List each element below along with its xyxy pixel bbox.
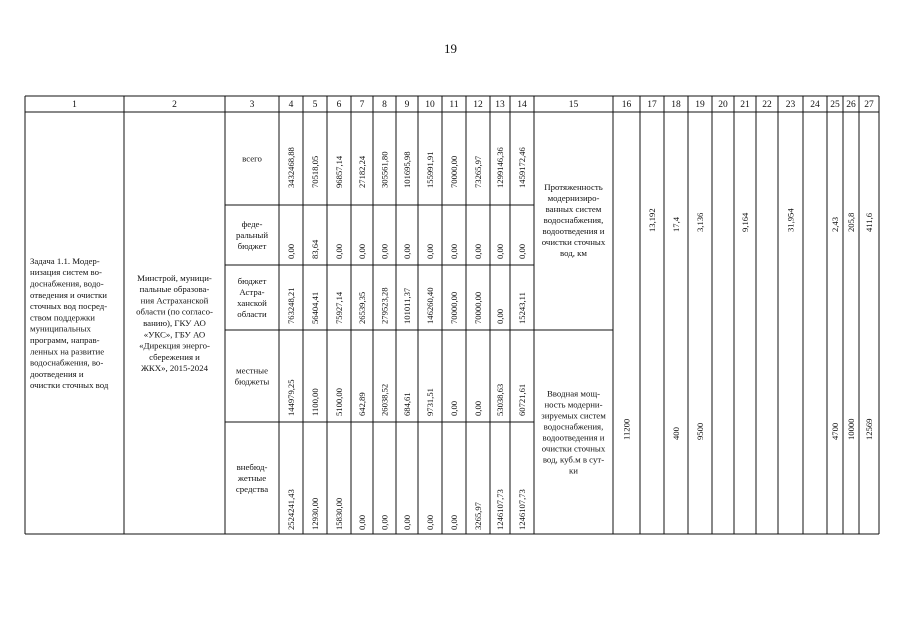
task-text: водоснабжения, во-	[30, 357, 104, 368]
indicator-label: модернизиро-	[547, 193, 600, 203]
funding-source: ральный	[235, 230, 269, 240]
budget-value: 0,00	[449, 400, 459, 416]
executor-text: сбережения и	[149, 351, 200, 362]
budget-value: 26539,35	[357, 291, 367, 324]
budget-value: 0,00	[449, 243, 459, 259]
funding-source: области	[237, 309, 267, 319]
budget-value: 144979,25	[286, 379, 296, 416]
page-number: 19	[444, 41, 457, 56]
budget-value: 83,64	[310, 239, 320, 259]
budget-value: 146260,40	[425, 287, 435, 324]
executor-text: ния Астраханской	[140, 295, 209, 306]
column-number: 17	[647, 100, 657, 110]
budget-value: 0,00	[357, 243, 367, 259]
column-number: 12	[473, 100, 483, 110]
budget-value: 73265,97	[473, 155, 483, 188]
funding-source: бюджеты	[234, 376, 270, 387]
budget-value: 279523,28	[379, 287, 390, 324]
funding-source: средства	[235, 484, 269, 494]
executor-text: «УКС», ГБУ АО	[143, 329, 206, 340]
funding-source: жетные	[237, 473, 267, 483]
task-text: муниципальных	[30, 323, 91, 334]
indicator-value: 11200	[621, 418, 632, 440]
budget-value: 60721,61	[517, 383, 527, 416]
column-number: 27	[864, 100, 874, 110]
indicator-label: Вводная мощ-	[546, 388, 601, 399]
executor-text: пальные образова-	[139, 284, 210, 295]
funding-source: феде-	[241, 219, 263, 229]
indicator-label: водоснабжения,	[543, 215, 604, 225]
budget-value: 75927,14	[334, 291, 344, 324]
budget-value: 0,00	[473, 400, 483, 416]
budget-value: 70000,00	[449, 155, 459, 188]
indicator-value: 2,43	[830, 216, 840, 232]
column-number: 5	[312, 100, 318, 110]
budget-value: 0,00	[334, 243, 344, 259]
budget-value: 1246107,73	[517, 489, 527, 530]
task-text: Задача 1.1. Модер-	[30, 255, 100, 266]
funding-source: внебюд-	[236, 462, 268, 472]
column-number: 25	[830, 100, 840, 110]
indicator-label: очистки сточных	[541, 443, 606, 454]
indicator-label: ки	[569, 465, 578, 476]
executor-text: ЖКХ», 2015-2024	[140, 363, 209, 374]
budget-value: 2524241,43	[286, 489, 296, 530]
budget-value: 0,00	[517, 243, 527, 259]
executor-text: области (по согласо-	[136, 306, 213, 317]
task-text: программ, направ-	[30, 334, 100, 345]
budget-value: 15830,00	[334, 497, 344, 530]
budget-value: 0,00	[379, 243, 390, 259]
budget-value: 1299146,36	[495, 147, 505, 188]
budget-value: 96857,14	[334, 155, 344, 188]
budget-value: 101011,37	[402, 287, 412, 324]
budget-value: 0,00	[425, 243, 435, 259]
column-number: 1	[72, 100, 77, 110]
column-number: 22	[762, 100, 772, 110]
budget-value: 155991,91	[425, 151, 435, 188]
column-number: 19	[695, 100, 705, 110]
budget-value: 0,00	[495, 243, 505, 259]
budget-value: 684,61	[402, 392, 412, 416]
task-text: доснабжения, водо-	[30, 278, 104, 289]
budget-value: 70518,05	[310, 155, 320, 188]
budget-value: 763248,21	[286, 287, 296, 324]
column-number: 15	[568, 100, 579, 110]
indicator-value: 3,136	[695, 212, 705, 232]
column-number: 14	[517, 100, 527, 110]
task-text: доотведения и	[30, 368, 84, 379]
budget-value: 101695,98	[402, 151, 412, 188]
budget-value: 3432468,88	[286, 147, 296, 188]
column-number: 13	[495, 100, 505, 110]
column-number: 11	[449, 100, 459, 110]
budget-value: 0,00	[357, 514, 367, 530]
funding-source: местные	[236, 365, 268, 376]
indicator-value: 411,6	[864, 212, 874, 232]
column-number: 20	[718, 100, 728, 110]
indicator-value: 9500	[695, 422, 705, 440]
indicator-label: Протяженность	[544, 182, 603, 192]
column-number: 3	[249, 100, 255, 110]
budget-value: 53038,63	[495, 383, 505, 416]
column-number: 6	[336, 100, 342, 110]
budget-value: 1100,00	[310, 388, 320, 416]
table-text	[30, 100, 874, 530]
budget-value: 15243,11	[517, 292, 527, 324]
budget-value: 70000,00	[473, 291, 483, 324]
executor-text: «Дирекция энерго-	[139, 340, 210, 351]
indicator-label: зируемых систем	[541, 410, 606, 421]
budget-value: 26038,52	[379, 383, 390, 416]
budget-value: 5100,00	[334, 388, 344, 416]
column-number: 21	[740, 100, 750, 110]
budget-value: 9731,51	[425, 388, 435, 416]
indicator-label: вод, куб.м в сут-	[542, 454, 605, 465]
budget-value: 70000,00	[449, 291, 459, 324]
budget-value: 0,00	[425, 514, 435, 530]
indicator-value: 17,4	[671, 216, 681, 232]
indicator-label: водоотведения и	[542, 226, 605, 236]
budget-value: 0,00	[402, 243, 412, 259]
indicator-label: водоотведения и	[542, 432, 605, 443]
funding-source: всего	[242, 153, 262, 164]
funding-source: Астра-	[239, 287, 265, 297]
indicator-label: вод, км	[560, 248, 587, 258]
budget-value: 642,89	[357, 392, 367, 416]
column-number: 16	[621, 100, 632, 110]
indicator-value: 400	[671, 427, 681, 440]
column-number: 23	[785, 100, 796, 110]
indicator-value: 13,192	[647, 208, 657, 232]
budget-value: 12930,00	[310, 497, 320, 530]
indicator-label: водоснабжения,	[543, 421, 604, 432]
funding-source: бюджет	[237, 241, 267, 251]
column-number: 9	[404, 100, 410, 110]
budget-value: 56404,41	[310, 291, 320, 324]
task-text: очистки сточных вод	[30, 380, 109, 391]
indicator-label: ванных систем	[545, 204, 602, 214]
budget-value: 0,00	[286, 243, 296, 259]
funding-source: ханской	[237, 298, 267, 308]
task-text: отведения и очистки	[30, 289, 107, 300]
column-number: 2	[172, 100, 177, 110]
task-text: сточных вод посред-	[30, 301, 108, 312]
executor-text: ванию), ГКУ АО	[143, 318, 206, 328]
indicator-label: ность модерни-	[544, 399, 603, 410]
budget-value: 0,00	[473, 243, 483, 259]
indicator-value: 12569	[864, 418, 874, 440]
budget-value: 0,00	[449, 514, 459, 530]
task-text: ленных на развитие	[30, 346, 105, 357]
funding-source: бюджет	[237, 276, 267, 286]
task-text: ством поддержки	[30, 312, 96, 323]
column-number: 10	[425, 100, 435, 110]
budget-value: 0,00	[495, 308, 505, 324]
indicator-value: 4700	[830, 422, 840, 440]
column-number: 24	[810, 100, 820, 110]
budget-value: 305561,80	[379, 151, 390, 188]
indicator-label: очистки сточных	[541, 237, 606, 247]
budget-value: 0,00	[402, 514, 412, 530]
column-number: 7	[359, 100, 365, 110]
column-number: 26	[846, 100, 856, 110]
indicator-value: 9,164	[740, 212, 750, 232]
budget-value: 0,00	[379, 514, 390, 530]
task-text: низация систем во-	[30, 267, 102, 278]
indicator-value: 205,8	[846, 212, 856, 232]
executor-text: Минстрой, муници-	[137, 272, 212, 283]
column-number: 8	[382, 100, 387, 110]
budget-value: 3265,97	[473, 502, 483, 530]
column-number: 4	[288, 100, 294, 110]
indicator-value: 10000	[846, 418, 856, 440]
indicator-value: 31,954	[785, 208, 796, 232]
budget-value: 1246107,73	[495, 489, 505, 530]
column-number: 18	[671, 100, 681, 110]
budget-value: 1459172,46	[517, 147, 527, 188]
budget-value: 27182,24	[357, 155, 367, 188]
